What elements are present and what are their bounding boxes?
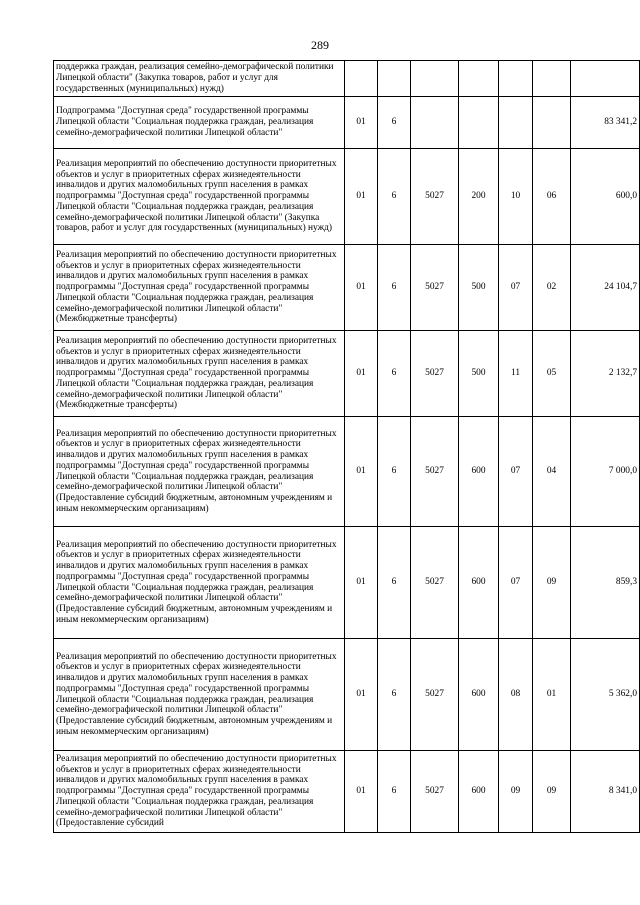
- measure-code: 5027: [411, 331, 459, 417]
- row-description: Реализация мероприятий по обеспечению доступности приоритетных объектов и услуг в приоритетных сферах жизнедеятельности инвалидов и других маломобильных групп населения в рамках подпрограммы "Доступная среда" государственной программы Липецкой области "Социальная поддержка граждан, реализация семейно-демографической политики Липецкой области" (Предоставление субсидий бюджетным, автономным учреждениям и иным некоммерческим организациям): [54, 527, 345, 639]
- subsection-code: 01: [533, 639, 571, 751]
- subsection-code: [533, 61, 571, 97]
- amount-value: [571, 61, 640, 97]
- table-row: [54, 97, 640, 149]
- amount-value: 600,0: [571, 149, 640, 245]
- budget-table: [53, 60, 640, 833]
- table-row: [54, 149, 640, 245]
- program-code: 01: [345, 417, 378, 527]
- subprogram-code: 6: [378, 149, 411, 245]
- table-row: [54, 331, 640, 417]
- subprogram-code: 6: [378, 527, 411, 639]
- section-code: 07: [499, 527, 533, 639]
- amount-value: 2 132,7: [571, 331, 640, 417]
- subprogram-code: 6: [378, 751, 411, 833]
- amount-value: 83 341,2: [571, 97, 640, 149]
- program-code: 01: [345, 639, 378, 751]
- program-code: [345, 61, 378, 97]
- expense-type-code: 500: [459, 331, 499, 417]
- expense-type-code: 600: [459, 417, 499, 527]
- measure-code: [411, 61, 459, 97]
- section-code: 09: [499, 751, 533, 833]
- row-description: поддержка граждан, реализация семейно-демографической политики Липецкой области" (Закупка товаров, работ и услуг для государственных (муниципальных) нужд): [54, 61, 345, 97]
- program-code: 01: [345, 527, 378, 639]
- expense-type-code: 200: [459, 149, 499, 245]
- measure-code: 5027: [411, 527, 459, 639]
- section-code: 07: [499, 245, 533, 331]
- row-description: Реализация мероприятий по обеспечению доступности приоритетных объектов и услуг в приоритетных сферах жизнедеятельности инвалидов и других маломобильных групп населения в рамках подпрограммы "Доступная среда" государственной программы Липецкой области "Социальная поддержка граждан, реализация семейно-демографической политики Липецкой области" (Предоставление субсидий бюджетным, автономным учреждениям и иным некоммерческим организациям): [54, 417, 345, 527]
- subprogram-code: 6: [378, 639, 411, 751]
- amount-value: 859,3: [571, 527, 640, 639]
- table-row: [54, 527, 640, 639]
- table-row: [54, 417, 640, 527]
- section-code: 07: [499, 417, 533, 527]
- subsection-code: 02: [533, 245, 571, 331]
- section-code: 10: [499, 149, 533, 245]
- amount-value: 24 104,7: [571, 245, 640, 331]
- row-description: Реализация мероприятий по обеспечению доступности приоритетных объектов и услуг в приоритетных сферах жизнедеятельности инвалидов и других маломобильных групп населения в рамках подпрограммы "Доступная среда" государственной программы Липецкой области "Социальная поддержка граждан, реализация семейно-демографической политики Липецкой области" (Предоставление субсидий бюджетным, автономным учреждениям и иным некоммерческим организациям): [54, 639, 345, 751]
- expense-type-code: 600: [459, 639, 499, 751]
- table-row: [54, 61, 640, 97]
- measure-code: 5027: [411, 245, 459, 331]
- subsection-code: 06: [533, 149, 571, 245]
- subprogram-code: 6: [378, 417, 411, 527]
- subprogram-code: 6: [378, 245, 411, 331]
- expense-type-code: 600: [459, 527, 499, 639]
- expense-type-code: [459, 97, 499, 149]
- table-row: [54, 245, 640, 331]
- measure-code: 5027: [411, 149, 459, 245]
- section-code: [499, 97, 533, 149]
- subsection-code: 04: [533, 417, 571, 527]
- page-number: 289: [311, 38, 329, 52]
- table-row: [54, 751, 640, 833]
- program-code: 01: [345, 245, 378, 331]
- amount-value: 8 341,0: [571, 751, 640, 833]
- row-description: Реализация мероприятий по обеспечению доступности приоритетных объектов и услуг в приоритетных сферах жизнедеятельности инвалидов и других маломобильных групп населения в рамках подпрограммы "Доступная среда" государственной программы Липецкой области "Социальная поддержка граждан, реализация семейно-демографической политики Липецкой области" (Закупка товаров, работ и услуг для государственных (муниципальных) нужд): [54, 149, 345, 245]
- row-description: Подпрограмма "Доступная среда" государственной программы Липецкой области "Социальная поддержка граждан, реализация семейно-демографической политики Липецкой области": [54, 97, 345, 149]
- program-code: 01: [345, 751, 378, 833]
- measure-code: 5027: [411, 639, 459, 751]
- budget-table-body: [54, 61, 640, 833]
- subprogram-code: [378, 61, 411, 97]
- subsection-code: 09: [533, 751, 571, 833]
- row-description: Реализация мероприятий по обеспечению доступности приоритетных объектов и услуг в приоритетных сферах жизнедеятельности инвалидов и других маломобильных групп населения в рамках подпрограммы "Доступная среда" государственной программы Липецкой области "Социальная поддержка граждан, реализация семейно-демографической политики Липецкой области" (Предоставление субсидий: [54, 751, 345, 833]
- subprogram-code: 6: [378, 331, 411, 417]
- section-code: 11: [499, 331, 533, 417]
- subsection-code: [533, 97, 571, 149]
- table-row: [54, 639, 640, 751]
- program-code: 01: [345, 97, 378, 149]
- program-code: 01: [345, 149, 378, 245]
- measure-code: [411, 97, 459, 149]
- program-code: 01: [345, 331, 378, 417]
- expense-type-code: 500: [459, 245, 499, 331]
- row-description: Реализация мероприятий по обеспечению доступности приоритетных объектов и услуг в приоритетных сферах жизнедеятельности инвалидов и других маломобильных групп населения в рамках подпрограммы "Доступная среда" государственной программы Липецкой области "Социальная поддержка граждан, реализация семейно-демографической политики Липецкой области" (Межбюджетные трансферты): [54, 331, 345, 417]
- measure-code: 5027: [411, 417, 459, 527]
- subprogram-code: 6: [378, 97, 411, 149]
- amount-value: 5 362,0: [571, 639, 640, 751]
- amount-value: 7 000,0: [571, 417, 640, 527]
- subsection-code: 05: [533, 331, 571, 417]
- subsection-code: 09: [533, 527, 571, 639]
- measure-code: 5027: [411, 751, 459, 833]
- section-code: 08: [499, 639, 533, 751]
- expense-type-code: [459, 61, 499, 97]
- expense-type-code: 600: [459, 751, 499, 833]
- section-code: [499, 61, 533, 97]
- row-description: Реализация мероприятий по обеспечению доступности приоритетных объектов и услуг в приоритетных сферах жизнедеятельности инвалидов и других маломобильных групп населения в рамках подпрограммы "Доступная среда" государственной программы Липецкой области "Социальная поддержка граждан, реализация семейно-демографической политики Липецкой области" (Межбюджетные трансферты): [54, 245, 345, 331]
